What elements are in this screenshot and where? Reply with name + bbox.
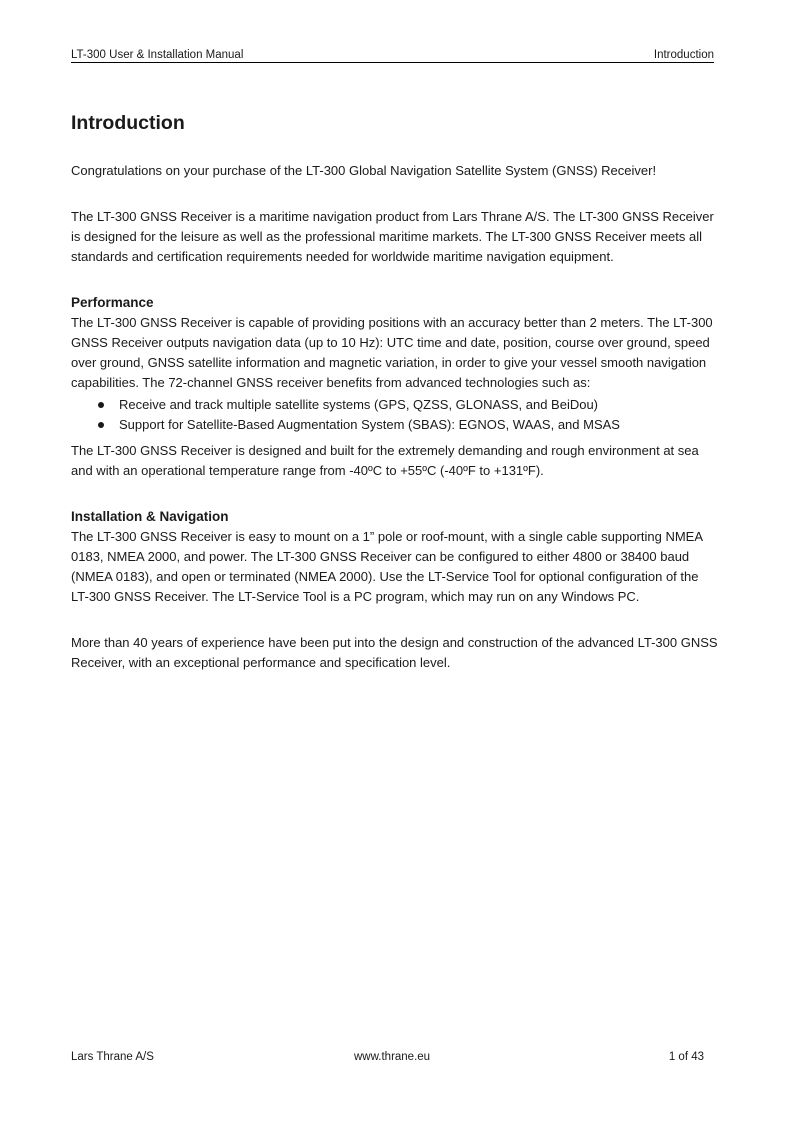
footer-page-number: 1 of 43 — [668, 1051, 704, 1063]
about-paragraph: The LT-300 GNSS Receiver is a maritime navigation product from Lars Thrane A/S. The LT-300 GNSS Receiver is designed for the leisure as well as the professional maritime markets. The LT-300 GNSS Receiver meets all standards and certification requirements needed for worldwide maritime navigation equipment. — [71, 209, 714, 264]
installation-heading: Installation & Navigation — [71, 509, 229, 524]
page-title: Introduction — [71, 112, 185, 134]
experience-paragraph: More than 40 years of experience have been put into the design and construction of the advanced LT-300 GNSS Receiver, with an exceptional performance and specification level. — [71, 635, 718, 670]
feature-list — [71, 395, 719, 435]
page-footer — [71, 1050, 714, 1064]
performance-heading: Performance — [71, 295, 154, 310]
header-section-name: Introduction — [653, 49, 714, 61]
performance-paragraph: The LT-300 GNSS Receiver is capable of providing positions with an accuracy better than 2 meters. The LT-300 GNSS Receiver outputs navigation data (up to 10 Hz): UTC time and date, position, course over ground, speed over ground, GNSS satellite information and magnetic variation, in order to give your vessel smooth navigation capabilities. The 72-channel GNSS receiver benefits from advanced technologies such as: — [71, 315, 713, 390]
intro-paragraph: Congratulations on your purchase of the LT-300 Global Navigation Satellite System (GNSS) Receiver! — [71, 163, 657, 178]
page-header — [71, 48, 714, 63]
list-item: Receive and track multiple satellite systems (GPS, QZSS, GLONASS, and BeiDou) — [119, 395, 719, 415]
header-manual-title: LT-300 User & Installation Manual — [71, 49, 244, 61]
installation-paragraph: The LT-300 GNSS Receiver is easy to mount on a 1” pole or roof-mount, with a single cable supporting NMEA 0183, NMEA 2000, and power. The LT-300 GNSS Receiver can be configured to either 4800 or 38400 baud (NMEA 0183), and open or terminated (NMEA 2000). Use the LT-Service Tool for optional configuration of the LT-300 GNSS Receiver. The LT-Service Tool is a PC program, which may run on any Windows PC. — [71, 529, 703, 604]
page-content — [71, 111, 719, 673]
list-item: Support for Satellite-Based Augmentation System (SBAS): EGNOS, WAAS, and MSAS — [119, 415, 719, 435]
footer-company: Lars Thrane A/S — [71, 1051, 154, 1063]
environment-paragraph: The LT-300 GNSS Receiver is designed and built for the extremely demanding and rough environment at sea and with an operational temperature range from -40ºC to +55ºC (-40ºF to +131ºF). — [71, 443, 699, 478]
footer-website: www.thrane.eu — [354, 1051, 431, 1063]
